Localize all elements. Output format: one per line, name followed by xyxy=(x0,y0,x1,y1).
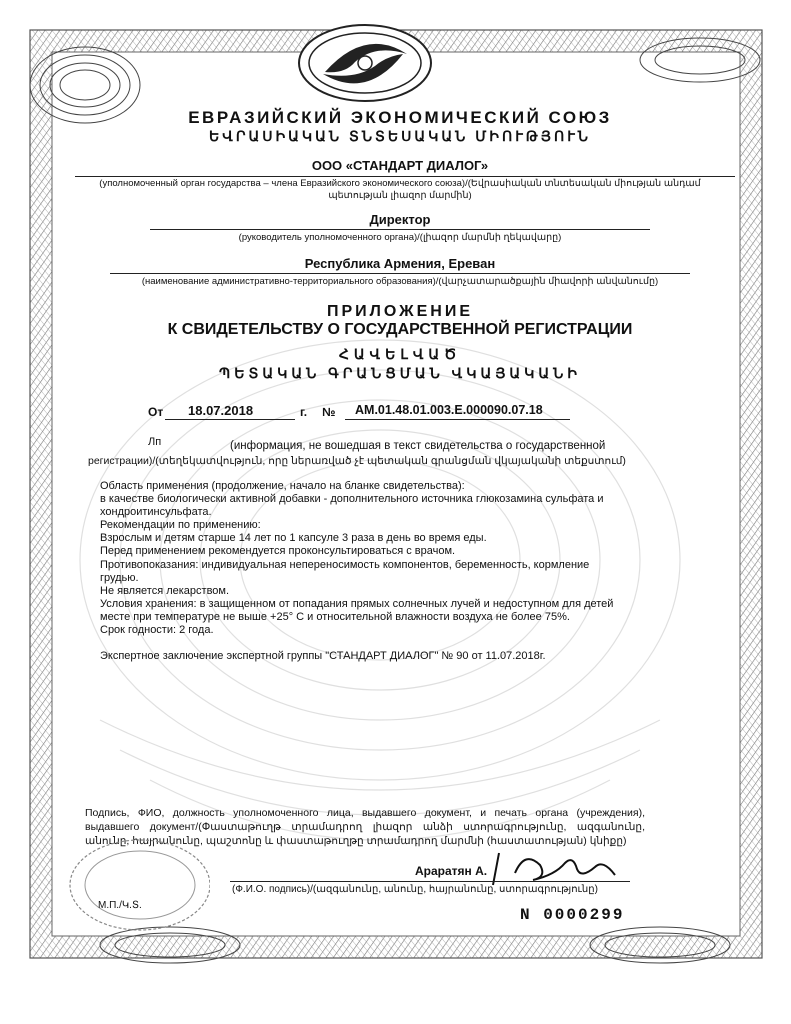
signature-underline xyxy=(230,881,630,882)
authority-caption-line2: պետության լիազոր մարմին) xyxy=(328,190,472,201)
body-line: Условия хранения: в защищенном от попадания прямых солнечных лучей и недоступном для детей xyxy=(100,597,614,610)
territory-caption: (наименование административно-территориального образования)/(վարչատարածքային միավորի անվանումը) xyxy=(141,276,659,287)
number-label: № xyxy=(322,405,336,419)
official-stamp-icon xyxy=(60,835,210,935)
authority-caption xyxy=(60,178,740,202)
document-subtitle-hy: ՊԵՏԱԿԱՆ ԳՐԱՆՑՄԱՆ ՎԿԱՅԱԿԱՆԻ xyxy=(219,365,581,381)
document-title-ru: ПРИЛОЖЕНИЕ xyxy=(327,303,473,320)
signer-name: Араратян А. xyxy=(415,864,488,878)
body-line: Перед применением рекомендуется проконсультироваться с врачом. xyxy=(100,545,456,558)
number-underline xyxy=(345,419,570,420)
eaeu-emblem-icon xyxy=(295,22,435,104)
body-line: Взрослым и детям старше 14 лет по 1 капсуле 3 раза в день во время еды. xyxy=(100,532,487,545)
union-title-ru: ЕВРАЗИЙСКИЙ ЭКОНОМИЧЕСКИЙ СОЮЗ xyxy=(188,108,612,127)
body-line: Область применения (продолжение, начало на бланке свидетельства): xyxy=(100,480,465,492)
date-underline xyxy=(165,419,295,420)
authority-underline xyxy=(75,176,735,177)
certificate-body xyxy=(100,480,660,663)
signature-instructions: Подпись, ФИО, должность уполномоченного лица, выдавшего документ, и печать органа (учреждения), выдавшего документ/(Փաստաթուղթ տրամադրող լիազոր անձի ստորագրությունը, ազգանունը, անունը, հայրանունը, պաշտոնը և փաստաթուղթը տրամադրող մարմնի (հաստատության) կնիքը) xyxy=(85,807,645,847)
territory-underline xyxy=(110,273,690,274)
head-caption: (руководитель уполномоченного органа)/(լիազոր մարմնի ղեկավարը) xyxy=(238,232,562,243)
from-label: От xyxy=(148,405,164,419)
body-line: в качестве биологически активной добавки - дополнительного источника глюкозамина сульфата и xyxy=(100,493,604,506)
body-line: Срок годности: 2 года. xyxy=(100,624,214,637)
authority-caption-line1: (уполномоченный орган государства – члена Евразийского экономического союза)/(Եվրասիական տնտեսական միության անդամ xyxy=(99,178,701,189)
page-label: Лп xyxy=(148,436,162,448)
year-suffix: г. xyxy=(300,405,308,419)
issue-date: 18.07.2018 xyxy=(188,403,254,418)
serial-number: N 0000299 xyxy=(520,906,625,924)
certificate-number: AM.01.48.01.003.E.000090.07.18 xyxy=(355,403,543,417)
body-line: месте при температуре не выше +25° С и относительной влажности воздуха не более 75%. xyxy=(100,610,570,623)
head-value: Директор xyxy=(369,212,431,227)
body-line: Рекомендации по применению: xyxy=(100,519,261,532)
union-title-hy: ԵՎՐԱՍԻԱԿԱՆ ՏՆՏԵՍԱԿԱՆ ՄԻՈՒԹՅՈՒՆ xyxy=(209,128,591,144)
territory-value: Республика Армения, Ереван xyxy=(304,256,496,271)
body-line: хондроитинсульфата. xyxy=(100,506,212,519)
body-line: Экспертное заключение экспертной группы "СТАНДАРТ ДИАЛОГ" № 90 от 11.07.2018г. xyxy=(100,650,546,663)
document-subtitle-ru: К СВИДЕТЕЛЬСТВУ О ГОСУДАРСТВЕННОЙ РЕГИСТРАЦИИ xyxy=(167,321,633,338)
body-line: Противопоказания: индивидуальная непереносимость компонентов, беременность, кормление xyxy=(100,558,590,571)
authority-value: ООО «СТАНДАРТ ДИАЛОГ» xyxy=(311,158,489,173)
body-line: Не является лекарством. xyxy=(100,584,230,597)
document-title-hy: ՀԱՎԵԼՎԱԾ xyxy=(338,346,462,362)
info-caption-line2: регистрации)/(տեղեկատվություն, որը ներառված չէ պետական գրանցման վկայականի տեքստում) xyxy=(88,455,626,467)
body-line: грудью. xyxy=(100,571,139,584)
stamp-label: М.П./Կ.Տ. xyxy=(98,900,142,911)
signer-caption: (Ф.И.О. подпись)/(ազգանունը, անունը, հայրանունը, ստորագրությունը) xyxy=(232,884,598,895)
head-underline xyxy=(150,229,650,230)
info-caption-line1: (информация, не вошедшая в текст свидетельства о государственной xyxy=(230,440,606,452)
body-line xyxy=(100,637,660,650)
